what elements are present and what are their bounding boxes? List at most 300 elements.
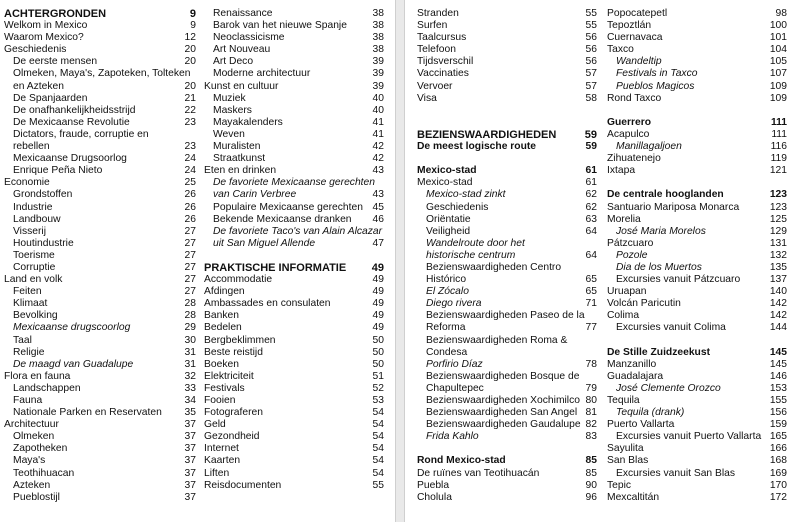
toc-entry: [417, 359, 597, 371]
toc-entry: [417, 202, 597, 214]
toc-section-heading: [417, 165, 597, 177]
toc-entry-title: Festivals in Taxco: [616, 68, 698, 80]
toc-entry-title: Pueblostijl: [13, 491, 60, 503]
toc-entry-title: Frida Kahlo: [426, 431, 479, 443]
toc-entry-title: Mexicaanse drugscoorlog: [13, 322, 131, 334]
toc-entry: [4, 419, 196, 431]
toc-page-number: 59: [584, 128, 597, 141]
toc-entry-title: Maya's: [13, 455, 46, 467]
toc-page-number: 20: [184, 80, 196, 92]
toc-entry-title: Kunst en cultuur: [204, 80, 279, 92]
toc-page-number: 38: [372, 20, 384, 32]
toc-entry-title: Eten en drinken: [204, 165, 277, 177]
toc-entry: [4, 105, 196, 117]
toc-entry-title: De favoriete Taco's van Alain Alcazar: [213, 225, 383, 237]
toc-page-number: 156: [769, 407, 787, 419]
toc-page-number: 49: [372, 322, 384, 334]
toc-entry-title: van Carin Verbree: [213, 189, 297, 201]
toc-entry: [417, 322, 597, 334]
toc-entry-title: José Clemente Orozco: [616, 382, 721, 394]
toc-entry-title: Taal: [13, 334, 32, 346]
toc-entry: [607, 153, 787, 165]
toc-entry: [607, 310, 787, 322]
toc-entry: [417, 395, 597, 407]
toc-entry-title: Visserij: [13, 225, 46, 237]
toc-page-number: 153: [769, 382, 787, 394]
toc-entry: [204, 214, 384, 226]
toc-page-number: 83: [585, 431, 597, 443]
toc-entry-title: Surfen: [417, 20, 448, 32]
toc-section-heading: [204, 262, 384, 274]
toc-page-number: 27: [184, 225, 196, 237]
toc-entry-title: Bezienswaardigheden Paseo de la: [426, 310, 585, 322]
toc-page-number: 64: [585, 249, 597, 261]
toc-entry: [607, 431, 787, 443]
toc-entry-title: Zihuatenejo: [607, 153, 661, 165]
toc-entry-title: Gezondheid: [204, 431, 260, 443]
toc-entry-title: Enrique Peña Nieto: [13, 165, 103, 177]
left-page: [0, 0, 396, 522]
toc-entry-title: Excursies vanuit San Blas: [616, 467, 736, 479]
toc-entry: [4, 310, 196, 322]
toc-entry-title: Santuario Mariposa Monarca: [607, 201, 740, 213]
toc-page-number: 80: [585, 395, 597, 406]
toc-page-number: 119: [770, 153, 787, 165]
toc-page-number: 57: [585, 68, 597, 80]
toc-entry-title: Teothihuacan: [13, 467, 75, 479]
toc-page-number: 81: [585, 407, 597, 419]
toc-entry-title: Manillagaljoen: [616, 141, 682, 153]
toc-entry-title: Guerrero: [607, 116, 652, 128]
toc-entry: [204, 202, 384, 214]
toc-entry: [204, 44, 384, 56]
toc-entry: [204, 310, 384, 322]
toc-entry: [4, 262, 196, 274]
toc-entry-title: Rond Mexico-stad: [417, 455, 506, 467]
toc-entry: [4, 492, 196, 504]
toc-entry-title: Uruapan: [607, 286, 647, 298]
toc-entry-title: Rond Taxco: [607, 92, 662, 104]
toc-entry-title: Populaire Mexicaanse gerechten: [213, 201, 363, 213]
toc-entry-title: Mexico-stad: [417, 165, 477, 177]
toc-entry-title: Taxco: [607, 44, 634, 56]
toc-entry: [607, 262, 787, 274]
toc-entry-title: Tequila: [607, 395, 640, 406]
toc-page-number: 96: [585, 491, 597, 503]
toc-entry-title: De eerste mensen: [13, 56, 98, 68]
toc-entry-title: Bezienswaardigheden Bosque de: [426, 370, 580, 382]
toc-page-number: 40: [372, 92, 384, 104]
toc-page-number: 54: [372, 419, 384, 431]
toc-page-number: 41: [372, 116, 384, 128]
toc-entry: [204, 371, 384, 383]
toc-spacer: [607, 105, 787, 117]
toc-entry: [417, 371, 597, 383]
toc-page-number: 34: [184, 395, 196, 406]
toc-page-number: 27: [184, 274, 196, 286]
toc-entry-title: Land en volk: [4, 274, 63, 286]
toc-entry-title: Banken: [204, 310, 239, 322]
toc-entry-title: Bedelen: [204, 322, 242, 334]
toc-page-number: 90: [585, 479, 597, 491]
toc-entry-title: Tepoztlán: [607, 20, 652, 32]
toc-entry-title: Corruptie: [13, 261, 56, 273]
toc-entry-title: Nationale Parken en Reservaten: [13, 407, 162, 419]
toc-entry-title: Excursies vanuit Colima: [616, 322, 726, 334]
toc-spacer: [417, 105, 597, 117]
toc-entry: [607, 322, 787, 334]
toc-entry: [417, 226, 597, 238]
toc-entry-title: Reforma: [426, 322, 466, 334]
toc-entry: [4, 56, 196, 68]
toc-page-number: 123: [769, 189, 787, 201]
toc-entry-title: Dia de los Muertos: [616, 261, 702, 273]
toc-entry-title: Mexico-stad zinkt: [426, 189, 506, 201]
toc-page-number: 39: [372, 80, 384, 92]
toc-page-number: 38: [372, 44, 384, 56]
toc-entry-title: Bekende Mexicaanse dranken: [213, 213, 352, 225]
toc-entry-title: Moderne architectuur: [213, 68, 311, 80]
toc-entry-title: Popocatepetl: [607, 8, 668, 19]
toc-page-number: 9: [190, 20, 196, 32]
toc-entry: [417, 8, 597, 20]
toc-page-number: 65: [585, 274, 597, 286]
right-page: [404, 0, 800, 522]
toc-entry-title: Pozole: [616, 249, 648, 261]
toc-entry-title: Accommodatie: [204, 274, 273, 286]
toc-page-number: 50: [372, 334, 384, 346]
toc-entry: [607, 141, 787, 153]
toc-page-number: 9: [189, 8, 196, 20]
toc-entry-title: Volcán Paricutin: [607, 298, 681, 310]
toc-entry-title: rebellen: [13, 141, 50, 153]
toc-entry: [417, 310, 597, 322]
toc-entry: [607, 56, 787, 68]
toc-page-number: 169: [769, 467, 787, 479]
toc-entry-title: Oriëntatie: [426, 213, 471, 225]
toc-entry-title: De Stille Zuidzeekust: [607, 346, 710, 358]
toc-page-number: 98: [775, 8, 787, 19]
toc-entry: [204, 274, 384, 286]
toc-entry: [417, 468, 597, 480]
toc-page-number: 53: [372, 395, 384, 406]
toc-entry: [417, 214, 597, 226]
toc-entry-title: De maagd van Guadalupe: [13, 358, 134, 370]
toc-page-number: 159: [769, 419, 787, 431]
toc-entry: [4, 153, 196, 165]
toc-entry-title: Grondstoffen: [13, 189, 73, 201]
toc-page-number: 140: [769, 286, 787, 298]
toc-entry: [204, 56, 384, 68]
toc-entry: [607, 250, 787, 262]
toc-entry: [204, 322, 384, 334]
toc-entry-title: Barok van het nieuwe Spanje: [213, 20, 347, 32]
toc-page-number: 64: [585, 225, 597, 237]
toc-entry: [417, 286, 597, 298]
toc-entry: [204, 468, 384, 480]
toc-entry: [4, 298, 196, 310]
toc-entry-title: De centrale hooglanden: [607, 189, 724, 201]
toc-entry: [607, 359, 787, 371]
toc-entry: [607, 371, 787, 383]
toc-entry-title: Olmeken: [13, 431, 55, 443]
toc-page-number: 49: [371, 261, 384, 274]
toc-page-number: 146: [769, 370, 787, 382]
toc-page-number: 26: [184, 213, 196, 225]
toc-entry: [607, 480, 787, 492]
toc-entry: [204, 298, 384, 310]
toc-entry: [417, 20, 597, 32]
toc-page-number: 85: [585, 467, 597, 479]
toc-section-heading: [607, 189, 787, 201]
toc-entry-title: Welkom in Mexico: [4, 20, 88, 32]
toc-entry-title: De meest logische route: [417, 141, 537, 153]
toc-entry: [607, 214, 787, 226]
toc-entry-title: Tequila (drank): [616, 407, 685, 419]
toc-entry-title: Wandeltip: [616, 56, 662, 68]
toc-entry-title: Zapotheken: [13, 443, 68, 455]
toc-entry: [4, 129, 196, 141]
toc-entry-title: Religie: [13, 346, 45, 358]
toc-page-number: 125: [769, 213, 787, 225]
toc-page-number: 123: [769, 201, 787, 213]
toc-entry-title: Straatkunst: [213, 153, 266, 165]
toc-entry: [204, 407, 384, 419]
toc-entry-title: Bevolking: [13, 310, 58, 322]
toc-page-number: 39: [372, 56, 384, 68]
toc-entry-title: Cholula: [417, 491, 452, 503]
toc-entry: [204, 419, 384, 431]
toc-entry: [607, 8, 787, 20]
toc-entry: [4, 322, 196, 334]
toc-entry-title: Mexico-stad: [417, 177, 473, 189]
toc-entry: [417, 189, 597, 201]
toc-page-number: 49: [372, 286, 384, 298]
toc-entry: [607, 81, 787, 93]
toc-entry-title: Histórico: [426, 274, 467, 286]
toc-page-number: 78: [585, 358, 597, 370]
toc-entry: [4, 274, 196, 286]
toc-entry: [607, 443, 787, 455]
toc-entry: [607, 298, 787, 310]
toc-page-number: 12: [184, 32, 196, 44]
toc-column: [607, 8, 787, 504]
toc-entry-title: De Mexicaanse Revolutie: [13, 116, 130, 128]
toc-entry-title: Liften: [204, 467, 230, 479]
toc-entry: [417, 262, 597, 274]
toc-entry: [4, 117, 196, 129]
toc-section-heading: [607, 347, 787, 359]
toc-page-number: 142: [769, 310, 787, 322]
toc-page-number: 49: [372, 274, 384, 286]
toc-entry-title: Fotograferen: [204, 407, 263, 419]
toc-entry-title: Bezienswaardigheden San Angel: [426, 407, 578, 419]
toc-entry-title: Wandelroute door het: [426, 237, 525, 249]
toc-entry: [417, 81, 597, 93]
toc-entry-title: Sayulita: [607, 443, 644, 455]
toc-entry-title: Mexicaanse Drugsoorlog: [13, 153, 127, 165]
toc-entry: [417, 274, 597, 286]
toc-page-number: 116: [770, 141, 787, 153]
toc-entry: [417, 383, 597, 395]
toc-page-number: 61: [585, 177, 597, 189]
toc-entry: [204, 177, 384, 189]
toc-page-number: 168: [769, 455, 787, 467]
toc-entry-title: Pueblos Magicos: [616, 80, 695, 92]
toc-section-heading: [607, 117, 787, 129]
toc-entry-title: Bergbeklimmen: [204, 334, 276, 346]
toc-entry-title: Renaissance: [213, 8, 273, 19]
toc-entry: [607, 419, 787, 431]
toc-entry: [417, 238, 597, 250]
toc-section-heading: [417, 141, 597, 153]
toc-entry-title: Morelia: [607, 213, 641, 225]
toc-entry: [607, 129, 787, 141]
toc-page-number: 38: [372, 8, 384, 19]
toc-page-number: 32: [184, 370, 196, 382]
toc-page-number: 23: [184, 116, 196, 128]
toc-page-number: 105: [769, 56, 787, 68]
toc-entry: [417, 32, 597, 44]
toc-page-number: 33: [184, 382, 196, 394]
toc-entry: [417, 492, 597, 504]
toc-page-number: 20: [184, 44, 196, 56]
toc-entry-title: Muziek: [213, 92, 246, 104]
toc-entry: [204, 129, 384, 141]
toc-entry: [4, 189, 196, 201]
toc-page-number: 35: [184, 407, 196, 419]
toc-page-number: 55: [372, 479, 384, 491]
toc-page-number: 31: [184, 358, 196, 370]
toc-entry: [4, 480, 196, 492]
toc-entry-title: Geschiedenis: [426, 201, 489, 213]
toc-page-number: 26: [184, 201, 196, 213]
toc-column: [204, 8, 384, 492]
toc-page-number: 24: [184, 165, 196, 177]
toc-page-number: 43: [372, 165, 384, 177]
toc-entry: [4, 141, 196, 153]
toc-page-number: 29: [184, 322, 196, 334]
toc-spacer: [417, 153, 597, 165]
toc-entry: [204, 93, 384, 105]
toc-entry-title: Bezienswaardigheden Xochimilco: [426, 395, 580, 406]
toc-entry: [607, 383, 787, 395]
toc-entry: [204, 153, 384, 165]
toc-entry-title: Muralisten: [213, 141, 261, 153]
toc-entry: [204, 238, 384, 250]
toc-entry: [204, 32, 384, 44]
toc-entry: [4, 44, 196, 56]
toc-entry: [204, 347, 384, 359]
toc-page-number: 71: [585, 298, 597, 310]
toc-entry-title: Chapultepec: [426, 382, 484, 394]
toc-entry-title: historische centrum: [426, 249, 516, 261]
toc-page-number: 39: [372, 68, 384, 80]
toc-page-number: 42: [372, 153, 384, 165]
toc-entry-title: Art Deco: [213, 56, 254, 68]
toc-entry-title: Excursies vanuit Pátzcuaro: [616, 274, 741, 286]
toc-page-number: 166: [769, 443, 787, 455]
toc-page-number: 54: [372, 455, 384, 467]
toc-entry-title: Vaccinaties: [417, 68, 469, 80]
toc-entry: [4, 214, 196, 226]
toc-page-number: 104: [769, 44, 787, 56]
toc-page-number: 109: [769, 92, 787, 104]
toc-entry-title: Visa: [417, 92, 437, 104]
toc-page-number: 49: [372, 298, 384, 310]
toc-entry-title: Geschiedenis: [4, 44, 67, 56]
toc-page-number: 40: [372, 104, 384, 116]
toc-entry-title: Condesa: [426, 346, 468, 358]
toc-page-number: 52: [372, 382, 384, 394]
toc-page-number: 25: [184, 177, 196, 189]
toc-entry-title: José Maria Morelos: [616, 225, 706, 237]
toc-entry: [417, 431, 597, 443]
toc-section-heading: [417, 455, 597, 467]
toc-entry: [607, 226, 787, 238]
toc-page-number: 30: [184, 334, 196, 346]
toc-entry: [204, 165, 384, 177]
toc-entry: [417, 93, 597, 105]
toc-entry-title: Neoclassicisme: [213, 32, 285, 44]
toc-spacer: [417, 117, 597, 129]
toc-page-number: 58: [585, 92, 597, 104]
toc-page-number: 107: [769, 68, 787, 80]
toc-page-number: 27: [184, 237, 196, 249]
toc-page-number: 54: [372, 443, 384, 455]
toc-entry-title: Economie: [4, 177, 50, 189]
toc-entry: [607, 20, 787, 32]
toc-spacer: [607, 177, 787, 189]
toc-entry-title: ACHTERGRONDEN: [4, 8, 107, 20]
toc-spacer: [204, 250, 384, 262]
toc-entry: [204, 359, 384, 371]
toc-entry-title: Internet: [204, 443, 239, 455]
toc-entry: [417, 177, 597, 189]
toc-entry: [607, 455, 787, 467]
toc-page-number: 43: [372, 189, 384, 201]
toc-entry-title: Colima: [607, 310, 640, 322]
toc-page-number: 145: [769, 346, 787, 358]
toc-entry: [607, 32, 787, 44]
toc-entry-title: Cuernavaca: [607, 32, 663, 44]
toc-page-number: 37: [184, 455, 196, 467]
toc-entry: [4, 177, 196, 189]
toc-page-number: 137: [769, 274, 787, 286]
toc-entry: [417, 68, 597, 80]
toc-entry-title: BEZIENSWAARDIGHEDEN: [417, 128, 557, 141]
toc-entry-title: Klimaat: [13, 298, 48, 310]
toc-entry: [204, 20, 384, 32]
toc-entry: [204, 431, 384, 443]
toc-entry: [4, 81, 196, 93]
toc-entry-title: Geld: [204, 419, 226, 431]
toc-page-number: 77: [585, 322, 597, 334]
toc-entry: [204, 395, 384, 407]
toc-entry-title: Dictators, fraude, corruptie en: [13, 128, 149, 140]
toc-entry-title: Veiligheid: [426, 225, 471, 237]
toc-entry: [417, 419, 597, 431]
toc-page-number: 50: [372, 358, 384, 370]
toc-entry-title: uit San Miguel Allende: [213, 237, 316, 249]
toc-entry: [607, 468, 787, 480]
toc-entry: [204, 286, 384, 298]
toc-entry-title: Weven: [213, 128, 245, 140]
toc-entry: [204, 81, 384, 93]
toc-page-number: 46: [372, 213, 384, 225]
toc-page-number: 129: [769, 225, 787, 237]
toc-entry-title: PRAKTISCHE INFORMATIE: [204, 261, 347, 274]
